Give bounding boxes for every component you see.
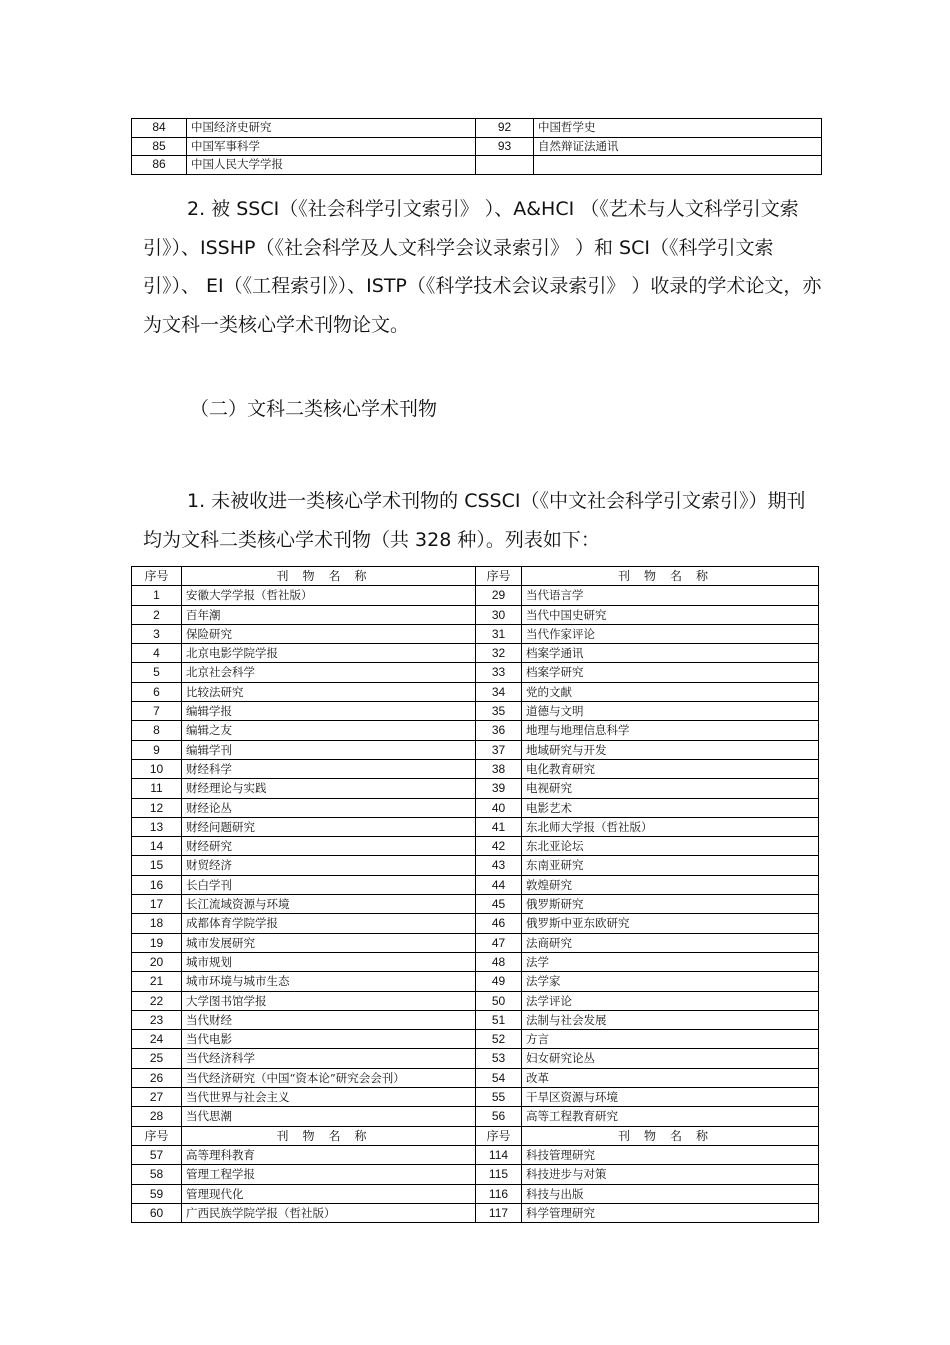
journal-name-cell: 改革	[522, 1068, 819, 1087]
journal-name-cell: 东北亚论坛	[522, 837, 819, 856]
table-row	[132, 605, 819, 624]
journal-name-cell: 法学评论	[522, 991, 819, 1010]
serial-number-cell: 35	[476, 702, 522, 721]
serial-number-cell: 5	[132, 663, 182, 682]
serial-number-cell: 29	[476, 586, 522, 605]
journal-name-cell: 编辑学报	[182, 702, 476, 721]
journal-name-cell: 财经论丛	[182, 798, 476, 817]
journal-name-cell: 高等理科教育	[182, 1145, 476, 1164]
serial-number-cell: 18	[132, 914, 182, 933]
journal-name-cell: 法学家	[522, 972, 819, 991]
serial-number-cell: 84	[132, 119, 187, 138]
table-row	[132, 779, 819, 798]
table-header-row	[132, 567, 819, 586]
table-row	[132, 875, 819, 894]
column-header-name: 刊物名称	[522, 1126, 819, 1145]
serial-number-cell: 16	[132, 875, 182, 894]
journal-name-cell: 城市环境与城市生态	[182, 972, 476, 991]
journal-table-second-class	[131, 566, 819, 1223]
serial-number-cell: 9	[132, 740, 182, 759]
table-row	[132, 663, 819, 682]
serial-number-cell: 92	[476, 119, 534, 138]
journal-name-cell: 编辑学刊	[182, 740, 476, 759]
journal-name-cell: 城市发展研究	[182, 933, 476, 952]
journal-name-cell: 当代电影	[182, 1030, 476, 1049]
serial-number-cell: 39	[476, 779, 522, 798]
serial-number-cell: 53	[476, 1049, 522, 1068]
serial-number-cell: 46	[476, 914, 522, 933]
serial-number-cell: 25	[132, 1049, 182, 1068]
table-row	[132, 837, 819, 856]
journal-name-cell: 当代经济科学	[182, 1049, 476, 1068]
journal-name-cell: 法商研究	[522, 933, 819, 952]
serial-number-cell: 14	[132, 837, 182, 856]
journal-name-cell: 北京电影学院学报	[182, 644, 476, 663]
journal-name-cell: 档案学研究	[522, 663, 819, 682]
journal-name-cell: 电影艺术	[522, 798, 819, 817]
journal-table-continued	[131, 118, 822, 175]
table-row	[132, 1165, 819, 1184]
serial-number-cell: 42	[476, 837, 522, 856]
table-row	[132, 1088, 819, 1107]
serial-number-cell: 52	[476, 1030, 522, 1049]
column-header-seq: 序号	[476, 1126, 522, 1145]
journal-name-cell: 城市规划	[182, 952, 476, 971]
serial-number-cell: 7	[132, 702, 182, 721]
journal-name-cell: 当代世界与社会主义	[182, 1088, 476, 1107]
serial-number-cell: 6	[132, 682, 182, 701]
journal-name-cell: 当代作家评论	[522, 624, 819, 643]
journal-name-cell: 财经问题研究	[182, 817, 476, 836]
serial-number-cell: 43	[476, 856, 522, 875]
serial-number-cell: 114	[476, 1145, 522, 1164]
journal-name-cell: 中国经济史研究	[187, 119, 476, 138]
journal-name-cell: 财经研究	[182, 837, 476, 856]
serial-number-cell: 56	[476, 1107, 522, 1126]
table-row	[132, 933, 819, 952]
table-row	[132, 759, 819, 778]
journal-name-cell: 长白学刊	[182, 875, 476, 894]
serial-number-cell: 2	[132, 605, 182, 624]
serial-number-cell: 34	[476, 682, 522, 701]
serial-number-cell: 30	[476, 605, 522, 624]
column-header-name: 刊物名称	[182, 567, 476, 586]
column-header-seq: 序号	[476, 567, 522, 586]
journal-name-cell: 干旱区资源与环境	[522, 1088, 819, 1107]
table-row	[132, 1010, 819, 1029]
serial-number-cell: 17	[132, 895, 182, 914]
journal-name-cell: 财贸经济	[182, 856, 476, 875]
serial-number-cell: 93	[476, 137, 534, 156]
serial-number-cell: 27	[132, 1088, 182, 1107]
serial-number-cell: 54	[476, 1068, 522, 1087]
table-row	[132, 798, 819, 817]
column-header-name: 刊物名称	[522, 567, 819, 586]
serial-number-cell: 15	[132, 856, 182, 875]
serial-number-cell: 3	[132, 624, 182, 643]
journal-name-cell: 财经科学	[182, 759, 476, 778]
serial-number-cell	[476, 156, 534, 175]
table-row	[132, 1184, 819, 1203]
serial-number-cell: 45	[476, 895, 522, 914]
journal-name-cell: 法制与社会发展	[522, 1010, 819, 1029]
journal-name-cell: 科技与出版	[522, 1184, 819, 1203]
serial-number-cell: 86	[132, 156, 187, 175]
journal-name-cell: 方言	[522, 1030, 819, 1049]
serial-number-cell: 60	[132, 1203, 182, 1222]
journal-name-cell: 当代中国史研究	[522, 605, 819, 624]
journal-name-cell: 百年潮	[182, 605, 476, 624]
table-row	[132, 644, 819, 663]
serial-number-cell: 12	[132, 798, 182, 817]
serial-number-cell: 40	[476, 798, 522, 817]
table-row	[132, 119, 822, 138]
table-row	[132, 721, 819, 740]
table-row	[132, 137, 822, 156]
serial-number-cell: 21	[132, 972, 182, 991]
journal-name-cell: 自然辩证法通讯	[534, 137, 822, 156]
serial-number-cell: 33	[476, 663, 522, 682]
journal-name-cell: 当代语言学	[522, 586, 819, 605]
journal-name-cell: 当代思潮	[182, 1107, 476, 1126]
serial-number-cell: 57	[132, 1145, 182, 1164]
serial-number-cell: 58	[132, 1165, 182, 1184]
paragraph-indexed-papers: 2. 被 SSCI（《社会科学引文索引》 ）、A&HCI （《艺术与人文科学引文索引》）、ISSHP（《社会科学及人文科学会议录索引》 ）和 SCI（《科学引文索引》）、 EI（《工程索引》）、ISTP（《科学技术会议录索引》 ）收录的学术论文，亦为文科一类核心学术刊物论文。	[143, 198, 822, 336]
serial-number-cell: 36	[476, 721, 522, 740]
journal-name-cell: 地理与地理信息科学	[522, 721, 819, 740]
journal-name-cell: 俄罗斯中亚东欧研究	[522, 914, 819, 933]
serial-number-cell: 37	[476, 740, 522, 759]
serial-number-cell: 50	[476, 991, 522, 1010]
serial-number-cell: 26	[132, 1068, 182, 1087]
serial-number-cell: 22	[132, 991, 182, 1010]
table-row	[132, 740, 819, 759]
journal-name-cell: 管理工程学报	[182, 1165, 476, 1184]
journal-name-cell: 科学管理研究	[522, 1203, 819, 1222]
serial-number-cell: 85	[132, 137, 187, 156]
journal-name-cell: 中国军事科学	[187, 137, 476, 156]
serial-number-cell: 32	[476, 644, 522, 663]
serial-number-cell: 41	[476, 817, 522, 836]
serial-number-cell: 47	[476, 933, 522, 952]
journal-name-cell: 地域研究与开发	[522, 740, 819, 759]
column-header-seq: 序号	[132, 567, 182, 586]
journal-name-cell: 党的文献	[522, 682, 819, 701]
table-row	[132, 586, 819, 605]
journal-name-cell: 电化教育研究	[522, 759, 819, 778]
journal-name-cell: 高等工程教育研究	[522, 1107, 819, 1126]
journal-name-cell: 法学	[522, 952, 819, 971]
serial-number-cell: 49	[476, 972, 522, 991]
journal-name-cell: 科技管理研究	[522, 1145, 819, 1164]
serial-number-cell: 1	[132, 586, 182, 605]
serial-number-cell: 38	[476, 759, 522, 778]
table-row	[132, 972, 819, 991]
serial-number-cell: 44	[476, 875, 522, 894]
journal-name-cell: 俄罗斯研究	[522, 895, 819, 914]
journal-name-cell: 道德与文明	[522, 702, 819, 721]
table-row	[132, 1145, 819, 1164]
journal-name-cell: 当代财经	[182, 1010, 476, 1029]
serial-number-cell: 24	[132, 1030, 182, 1049]
journal-name-cell: 敦煌研究	[522, 875, 819, 894]
journal-name-cell: 中国哲学史	[534, 119, 822, 138]
table-row	[132, 1030, 819, 1049]
journal-name-cell: 比较法研究	[182, 682, 476, 701]
column-header-seq: 序号	[132, 1126, 182, 1145]
serial-number-cell: 19	[132, 933, 182, 952]
serial-number-cell: 10	[132, 759, 182, 778]
serial-number-cell: 117	[476, 1203, 522, 1222]
journal-name-cell	[534, 156, 822, 175]
serial-number-cell: 4	[132, 644, 182, 663]
serial-number-cell: 55	[476, 1088, 522, 1107]
serial-number-cell: 11	[132, 779, 182, 798]
table-row	[132, 1203, 819, 1222]
table-row	[132, 856, 819, 875]
journal-name-cell: 管理现代化	[182, 1184, 476, 1203]
serial-number-cell: 23	[132, 1010, 182, 1029]
journal-name-cell: 财经理论与实践	[182, 779, 476, 798]
journal-name-cell: 广西民族学院学报（哲社版）	[182, 1203, 476, 1222]
table-row	[132, 624, 819, 643]
table-row	[132, 895, 819, 914]
paragraph-cssci-intro: 1. 未被收进一类核心学术刊物的 CSSCI（《中文社会科学引文索引》）期刊均为文科二类核心学术刊物（共 328 种）。列表如下：	[143, 490, 806, 551]
table-row	[132, 1049, 819, 1068]
table-row	[132, 952, 819, 971]
journal-name-cell: 妇女研究论丛	[522, 1049, 819, 1068]
serial-number-cell: 13	[132, 817, 182, 836]
table-row	[132, 1107, 819, 1126]
journal-name-cell: 当代经济研究（中国“资本论”研究会会刊）	[182, 1068, 476, 1087]
serial-number-cell: 51	[476, 1010, 522, 1029]
section-heading-second-class: （二）文科二类核心学术刊物	[190, 398, 438, 420]
serial-number-cell: 28	[132, 1107, 182, 1126]
table-header-row	[132, 1126, 819, 1145]
table-row	[132, 914, 819, 933]
journal-name-cell: 大学图书馆学报	[182, 991, 476, 1010]
serial-number-cell: 59	[132, 1184, 182, 1203]
serial-number-cell: 20	[132, 952, 182, 971]
journal-name-cell: 编辑之友	[182, 721, 476, 740]
table-row	[132, 817, 819, 836]
serial-number-cell: 116	[476, 1184, 522, 1203]
column-header-name: 刊物名称	[182, 1126, 476, 1145]
journal-name-cell: 成都体育学院学报	[182, 914, 476, 933]
journal-name-cell: 北京社会科学	[182, 663, 476, 682]
journal-name-cell: 保险研究	[182, 624, 476, 643]
serial-number-cell: 31	[476, 624, 522, 643]
table-row	[132, 682, 819, 701]
journal-name-cell: 档案学通讯	[522, 644, 819, 663]
serial-number-cell: 48	[476, 952, 522, 971]
serial-number-cell: 8	[132, 721, 182, 740]
journal-name-cell: 电视研究	[522, 779, 819, 798]
table-row	[132, 156, 822, 175]
journal-name-cell: 东南亚研究	[522, 856, 819, 875]
journal-name-cell: 科技进步与对策	[522, 1165, 819, 1184]
journal-name-cell: 东北师大学报（哲社版）	[522, 817, 819, 836]
journal-name-cell: 长江流域资源与环境	[182, 895, 476, 914]
table-row	[132, 991, 819, 1010]
journal-name-cell: 中国人民大学学报	[187, 156, 476, 175]
journal-name-cell: 安徽大学学报（哲社版）	[182, 586, 476, 605]
table-row	[132, 1068, 819, 1087]
serial-number-cell: 115	[476, 1165, 522, 1184]
table-row	[132, 702, 819, 721]
